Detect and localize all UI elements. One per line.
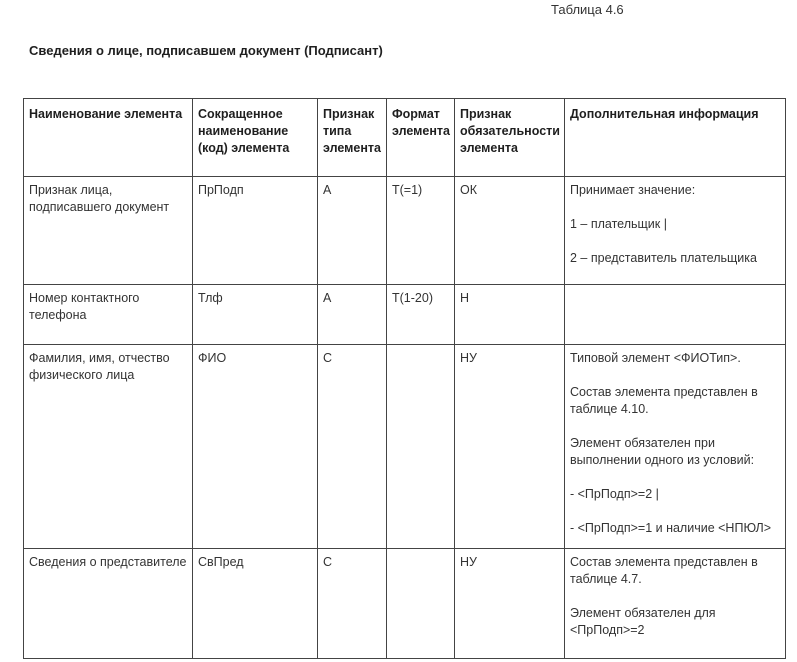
element-spec-table xyxy=(23,98,786,659)
info-line: Элемент обязателен при выполнении одного из условий: xyxy=(570,436,755,467)
cell-type: А xyxy=(318,177,387,285)
cell-required: НУ xyxy=(455,345,565,549)
column-header-format: Формат элемента xyxy=(387,99,455,177)
table-header-row xyxy=(24,99,786,177)
table-row xyxy=(24,285,786,345)
cell-type: С xyxy=(318,549,387,659)
table-row xyxy=(24,345,786,549)
cell-type: С xyxy=(318,345,387,549)
cell-required: ОК xyxy=(455,177,565,285)
cell-info xyxy=(565,549,786,659)
info-line: Принимает значение: xyxy=(570,183,696,197)
table-row xyxy=(24,177,786,285)
cell-code: ФИО xyxy=(193,345,318,549)
cell-code: Тлф xyxy=(193,285,318,345)
info-line: - <ПрПодп>=2 | xyxy=(570,487,659,501)
info-line: Элемент обязателен для <ПрПодп>=2 xyxy=(570,606,716,637)
cell-code: ПрПодп xyxy=(193,177,318,285)
cell-name: Фамилия, имя, отчество физического лица xyxy=(24,345,193,549)
cell-info xyxy=(565,177,786,285)
cell-type: А xyxy=(318,285,387,345)
table-number: Таблица 4.6 xyxy=(551,2,624,17)
cell-required: Н xyxy=(455,285,565,345)
cell-name: Сведения о представителе xyxy=(24,549,193,659)
document-title: Сведения о лице, подписавшем документ (Подписант) xyxy=(29,43,383,58)
cell-format: Т(1-20) xyxy=(387,285,455,345)
info-line: - <ПрПодп>=1 и наличие <НПЮЛ> xyxy=(570,521,772,535)
info-line: 1 – плательщик | xyxy=(570,217,667,231)
info-line: Состав элемента представлен в таблице 4.10. xyxy=(570,385,758,416)
info-line: Типовой элемент <ФИОТип>. xyxy=(570,351,741,365)
cell-code: СвПред xyxy=(193,549,318,659)
cell-format: Т(=1) xyxy=(387,177,455,285)
cell-required: НУ xyxy=(455,549,565,659)
column-header-required: Признак обязательности элемента xyxy=(455,99,565,177)
cell-name: Номер контактного телефона xyxy=(24,285,193,345)
cell-info xyxy=(565,345,786,549)
info-line: 2 – представитель плательщика xyxy=(570,251,757,265)
column-header-info: Дополнительная информация xyxy=(565,99,786,177)
cell-format xyxy=(387,345,455,549)
table-row xyxy=(24,549,786,659)
info-line: Состав элемента представлен в таблице 4.7. xyxy=(570,555,758,586)
cell-info xyxy=(565,285,786,345)
column-header-name: Наименование элемента xyxy=(24,99,193,177)
cell-name: Признак лица, подписавшего документ xyxy=(24,177,193,285)
column-header-type: Признак типа элемента xyxy=(318,99,387,177)
cell-format xyxy=(387,549,455,659)
column-header-code: Сокращенное наименование (код) элемента xyxy=(193,99,318,177)
